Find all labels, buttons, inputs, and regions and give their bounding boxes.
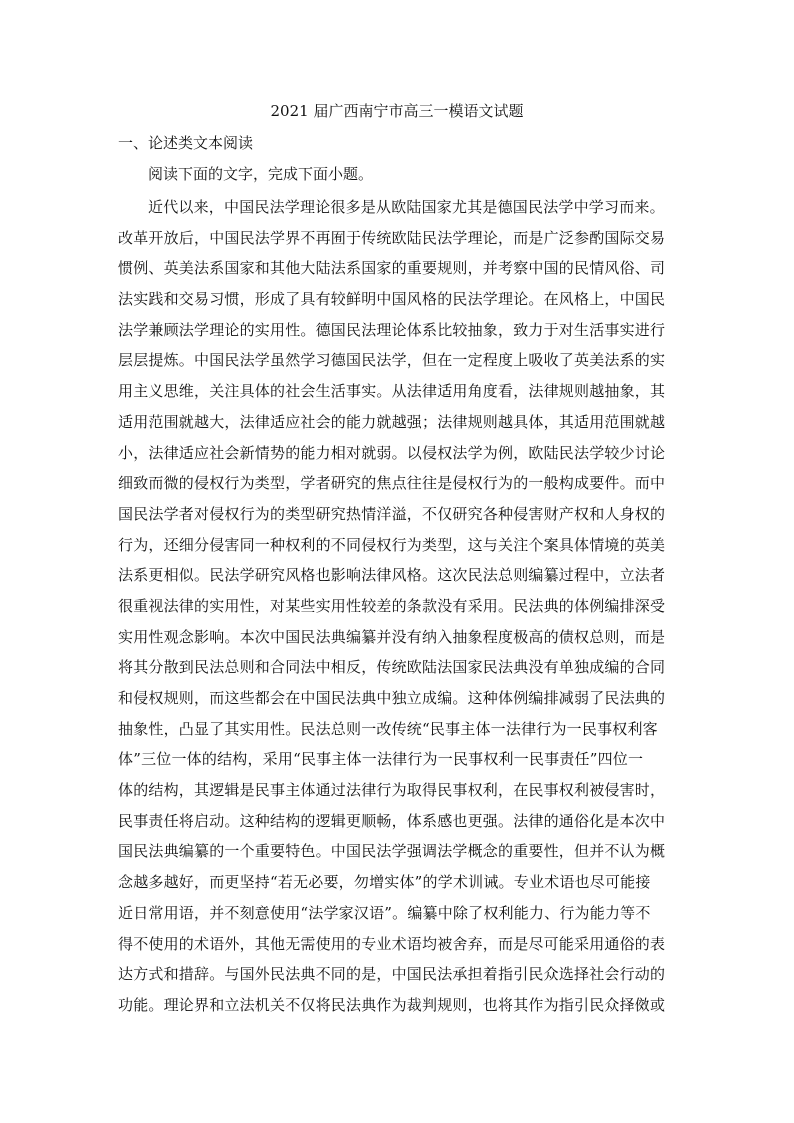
passage-line: 实用性观念影响。本次中国民法典编纂并没有纳入抽象程度极高的债权总则，而是 bbox=[118, 627, 666, 646]
passage-line: 国民法典编纂的一个重要特色。中国民法学强调法学概念的重要性，但并不认为概 bbox=[118, 842, 666, 861]
passage-line: 和侵权规则，而这些都会在中国民法典中独立成编。这种体例编排减弱了民法典的 bbox=[118, 689, 666, 707]
passage-line: 功能。理论界和立法机关不仅将民法典作为裁判规则，也将其作为指引民众择傚或 bbox=[118, 995, 666, 1014]
passage-line: 体”三位一体的结构，采用“民事主体一法律行为一民事权利一民事责任”四位一 bbox=[118, 750, 644, 769]
passage-line: 适用范围就越大，法律适应社会的能力就越强；法律规则越具体，其适用范围就越 bbox=[118, 412, 666, 431]
passage-line: 小，法律适应社会新情势的能力相对就弱。以侵权法学为例，欧陆民法学较少讨论 bbox=[118, 443, 666, 462]
passage-line: 细致而微的侵权行为类型，学者研究的焦点往往是侵权行为的一般构成要件。而中 bbox=[118, 474, 666, 493]
passage-line: 行为，还细分侵害同一种权利的不同侵权行为类型，这与关注个案具体情境的英美 bbox=[118, 535, 666, 554]
passage-line: 体的结构，其逻辑是民事主体通过法律行为取得民事权利，在民事权利被侵害时， bbox=[118, 781, 666, 800]
passage-line: 法系更相似。民法学研究风格也影响法律风格。这次民法总则编纂过程中，立法者 bbox=[118, 566, 666, 585]
passage-line: 很重视法律的实用性，对某些实用性较差的条款没有采用。民法典的体例编排深受 bbox=[118, 596, 666, 615]
passage-line: 得不使用的术语外，其他无需使用的专业术语均被舍弃，而是尽可能采用通俗的表 bbox=[118, 934, 666, 953]
passage-line: 念越多越好，而更坚持“若无必要，勿增实体”的学术训诫。专业术语也尽可能接 bbox=[118, 873, 651, 892]
passage-line: 近日常用语，并不刻意使用“法学家汉语”。编纂中除了权利能力、行为能力等不 bbox=[118, 903, 651, 922]
passage-line: 用主义思维，关注具体的社会生活事实。从法律适用角度看，法律规则越抽象，其 bbox=[118, 382, 666, 401]
passage-line: 民事责任将启动。这种结构的逻辑更顺畅，体系感也更强。法律的通俗化是本次中 bbox=[118, 811, 666, 830]
passage-line: 近代以来，中国民法学理论很多是从欧陆国家尤其是德国民法学中学习而来。 bbox=[148, 198, 665, 216]
passage-line: 抽象性，凸显了其实用性。民法总则一改传统“民事主体一法律行为一民事权利客 bbox=[118, 719, 658, 738]
passage-line: 层层提炼。中国民法学虽然学习德国民法学，但在一定程度上吸收了英美法系的实 bbox=[118, 351, 666, 370]
passage-line: 国民法学者对侵权行为的类型研究热情洋溢，不仅研究各种侵害财产权和人身权的 bbox=[118, 504, 666, 523]
passage-line: 将其分散到民法总则和合同法中相反，传统欧陆法国家民法典没有单独成编的合同 bbox=[118, 658, 666, 677]
passage-line: 法学兼顾法学理论的实用性。德国民法理论体系比较抽象，致力于对生活事实进行 bbox=[118, 320, 666, 339]
passage-line: 改革开放后，中国民法学界不再囿于传统欧陆民法学理论，而是广泛参酌国际交易 bbox=[118, 228, 666, 247]
reading-passage bbox=[118, 196, 666, 1025]
passage-line: 达方式和措辞。与国外民法典不同的是，中国民法承担着指引民众选择社会行动的 bbox=[118, 965, 666, 984]
reading-instruction: 阅读下面的文字，完成下面小题。 bbox=[148, 165, 374, 183]
passage-line: 惯例、英美法系国家和其他大陆法系国家的重要规则，并考察中国的民情风俗、司 bbox=[118, 259, 666, 278]
section-heading: 一、论述类文本阅读 bbox=[118, 134, 254, 152]
passage-line: 法实践和交易习惯，形成了具有较鲜明中国风格的民法学理论。在风格上，中国民 bbox=[118, 290, 666, 309]
document-title: 2021 届广西南宁市高三一模语文试题 bbox=[270, 102, 524, 120]
